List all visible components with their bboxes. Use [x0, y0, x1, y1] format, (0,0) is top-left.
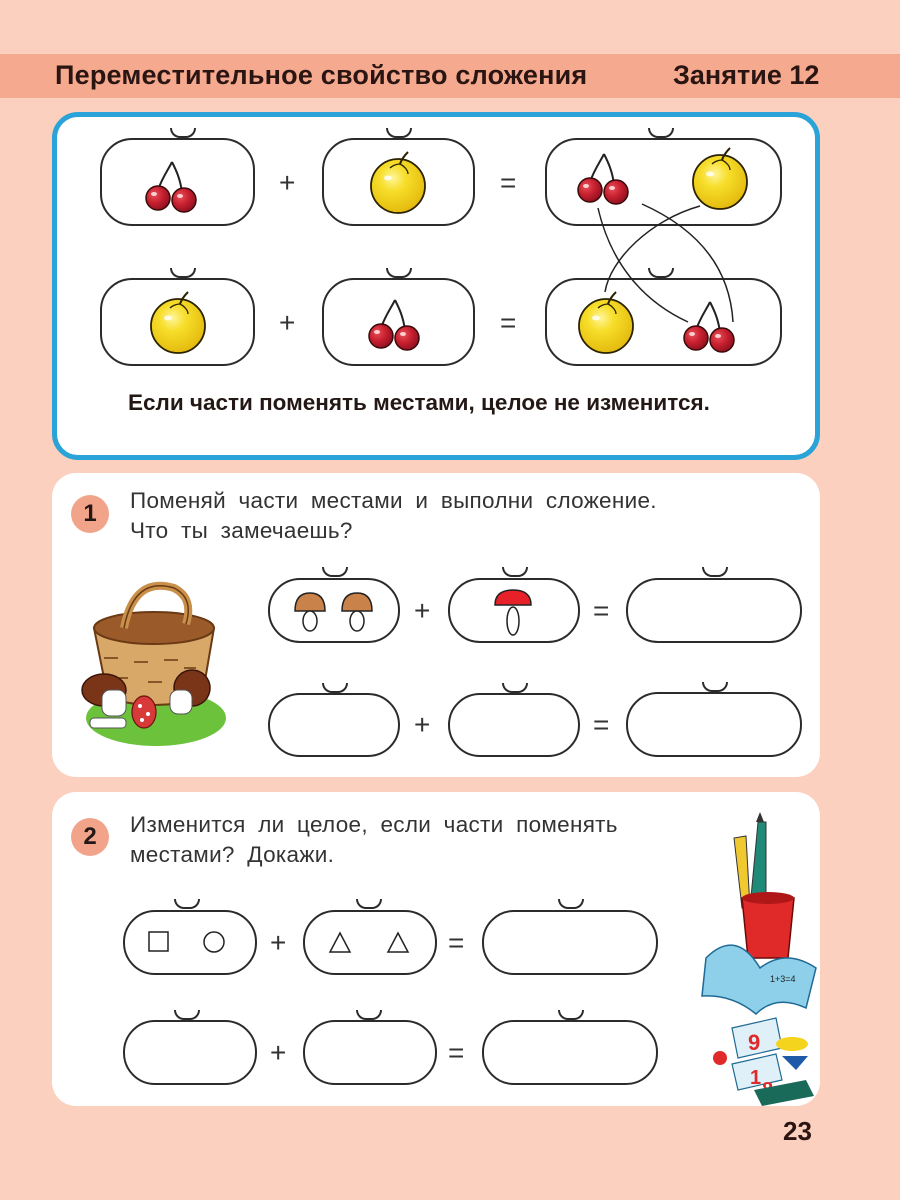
task-1-instruction-line2: Что ты замечаешь? [130, 518, 353, 543]
page-number: 23 [783, 1116, 812, 1146]
triangle-shape-icon [329, 932, 353, 954]
school-supplies-illustration [696, 818, 826, 1098]
plus-sign: + [414, 595, 431, 626]
circle-shape-icon [203, 931, 227, 955]
plus-sign: + [279, 167, 296, 198]
plus-sign: + [279, 307, 296, 338]
page-title: Переместительное свойство сложения [55, 60, 588, 90]
red-mushroom-icon [493, 589, 533, 639]
plus-sign: + [270, 1037, 287, 1068]
whole-box-empty[interactable] [482, 910, 658, 975]
brown-mushroom-icon [293, 591, 327, 633]
lesson-label: Занятие 12 [673, 60, 820, 90]
part-box-triangles [303, 910, 437, 975]
triangle-shape-icon [387, 932, 411, 954]
task-2-instruction-line2: местами? Докажи. [130, 842, 335, 867]
task-number-badge: 1 [71, 495, 109, 533]
equals-sign: = [448, 1037, 465, 1068]
whole-box-empty[interactable] [626, 692, 802, 757]
plus-sign: + [414, 709, 431, 740]
whole-box-empty[interactable] [482, 1020, 658, 1085]
part-box-empty[interactable] [268, 693, 400, 757]
part-box-brown-mushrooms [268, 578, 400, 643]
rule-text: Если части поменять местами, целое не изменится. [128, 390, 710, 415]
part-box-square-circle [123, 910, 257, 975]
equals-sign: = [593, 709, 610, 740]
square-shape-icon [148, 931, 170, 953]
equals-sign: = [500, 167, 517, 198]
svg-text:1: 1 [750, 1067, 762, 1089]
part-box-empty[interactable] [123, 1020, 257, 1085]
part-box-empty[interactable] [448, 693, 580, 757]
swap-connector-lines [0, 0, 900, 400]
equals-sign: = [448, 927, 465, 958]
brown-mushroom-icon [340, 591, 374, 633]
basket-mushrooms-illustration [74, 578, 234, 748]
plus-sign: + [270, 927, 287, 958]
task-2-instruction-line1: Изменится ли целое, если части поменять [130, 812, 618, 837]
svg-text:9: 9 [748, 1030, 761, 1055]
task-number-badge: 2 [71, 818, 109, 856]
svg-text:1+3=4: 1+3=4 [770, 974, 796, 984]
task-1-instruction-line1: Поменяй части местами и выполни сложение. [130, 488, 657, 513]
equals-sign: = [500, 307, 517, 338]
whole-box-empty[interactable] [626, 578, 802, 643]
equals-sign: = [593, 595, 610, 626]
part-box-empty[interactable] [303, 1020, 437, 1085]
